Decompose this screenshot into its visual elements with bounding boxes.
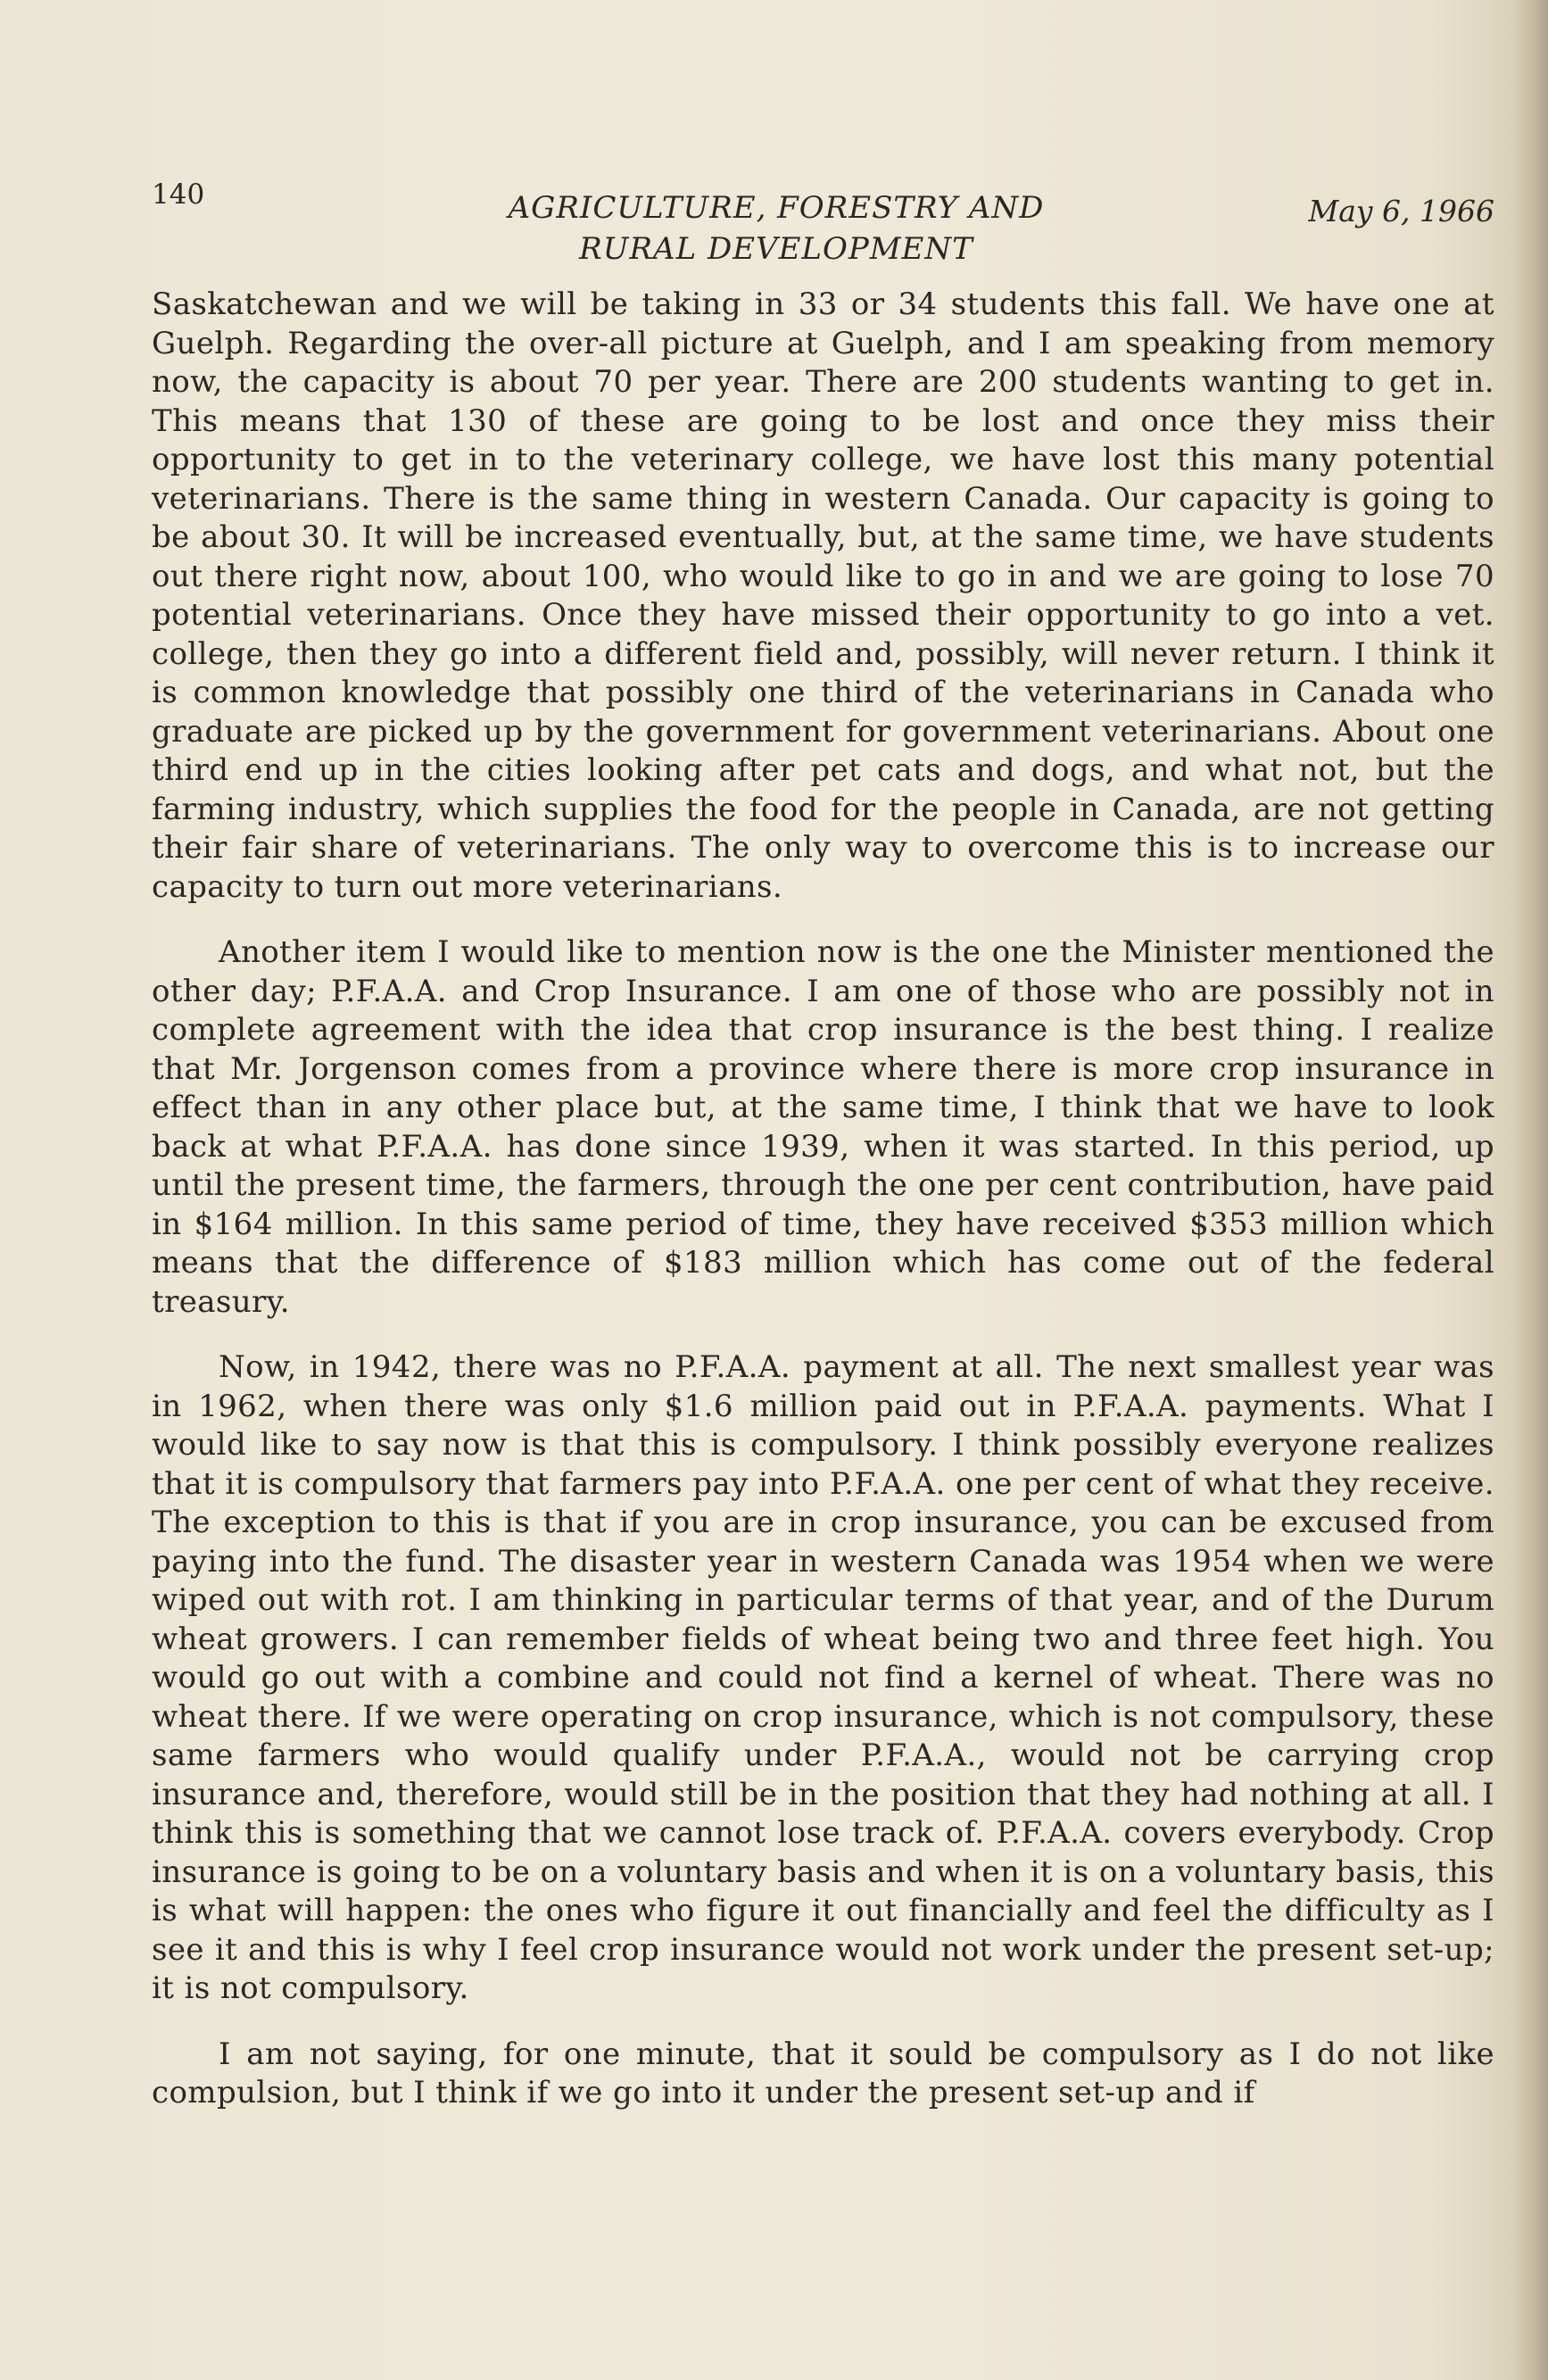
running-title-line-1: AGRICULTURE, FORESTRY AND [508, 190, 1045, 226]
paragraph: Now, in 1942, there was no P.F.A.A. payment at all. The next smallest year was in 1962, when there was only $1.6 million paid out in P.F.A.A. payments. What I would like to say now is that this is compulsory. I think possibly everyone realizes that it is compulsory that farmers pay into P.F.A.A. one per cent of what they receive. The exception to this is that if you are in crop insurance, you can be excused from paying into the fund. The disaster year in western Canada was 1954 when we were wiped out with rot. I am thinking in particular terms of that year, and of the Durum wheat growers. I can remember fields of wheat being two and three feet high. You would go out with a combine and could not find a kernel of wheat. There was no wheat there. If we were operating on crop insurance, which is not compulsory, these same farmers who would qualify under P.F.A.A., would not be carrying crop insurance and, therefore, would still be in the position that they had nothing at all. I think this is something that we cannot lose track of. P.F.A.A. covers everybody. Crop insurance is going to be on a voluntary basis and when it is on a voluntary basis, this is what will happen: the ones who figure it out financially and feel the difficulty as I see it and this is why I feel crop insurance would not work under the present set-up; it is not compulsory. [152, 1349, 1494, 2006]
body-text [152, 286, 1494, 2140]
page-edge-shadow [1512, 0, 1548, 2380]
paragraph: I am not saying, for one minute, that it sould be compulsory as I do not like compulsion, but I think if we go into it under the present set-up and if [152, 2036, 1494, 2110]
paragraph: Another item I would like to mention now is the one the Minister mentioned the other day; P.F.A.A. and Crop Insurance. I am one of those who are possibly not in complete agreement with the idea that crop insurance is the best thing. I realize that Mr. Jorgenson comes from a province where there is more crop insurance in effect than in any other place but, at the same time, I think that we have to look back at what P.F.A.A. has done since 1939, when it was started. In this period, up until the present time, the farmers, through the one per cent contribution, have paid in $164 million. In this same period of time, they have received $353 million which means that the difference of $183 million which has come out of the federal treasury. [152, 934, 1494, 1320]
paragraph: Saskatchewan and we will be taking in 33 or 34 students this fall. We have one at Guelph. Regarding the over-all picture at Guelph, and I am speaking from memory now, the capacity is about 70 per year. There are 200 students wanting to get in. This means that 130 of these are going to be lost and once they miss their opportunity to get in to the veterinary college, we have lost this many potential veterinarians. There is the same thing in western Canada. Our capacity is going to be about 30. It will be increased eventually, but, at the same time, we have students out there right now, about 100, who would like to go in and we are going to lose 70 potential veterinarians. Once they have missed their opportunity to go into a vet. college, then they go into a different field and, possibly, will never return. I think it is common knowledge that possibly one third of the veterinarians in Canada who graduate are picked up by the government for government veterinarians. About one third end up in the cities looking after pet cats and dogs, and what not, but the farming industry, which supplies the food for the people in Canada, are not getting their fair share of veterinarians. The only way to overcome this is to increase our capacity to turn out more veterinarians. [152, 286, 1494, 905]
running-title-line-2: RURAL DEVELOPMENT [579, 231, 973, 267]
running-header [152, 174, 1494, 272]
running-title [473, 187, 1080, 270]
running-date: May 6, 1966 [1308, 194, 1494, 228]
page-number: 140 [152, 178, 205, 211]
